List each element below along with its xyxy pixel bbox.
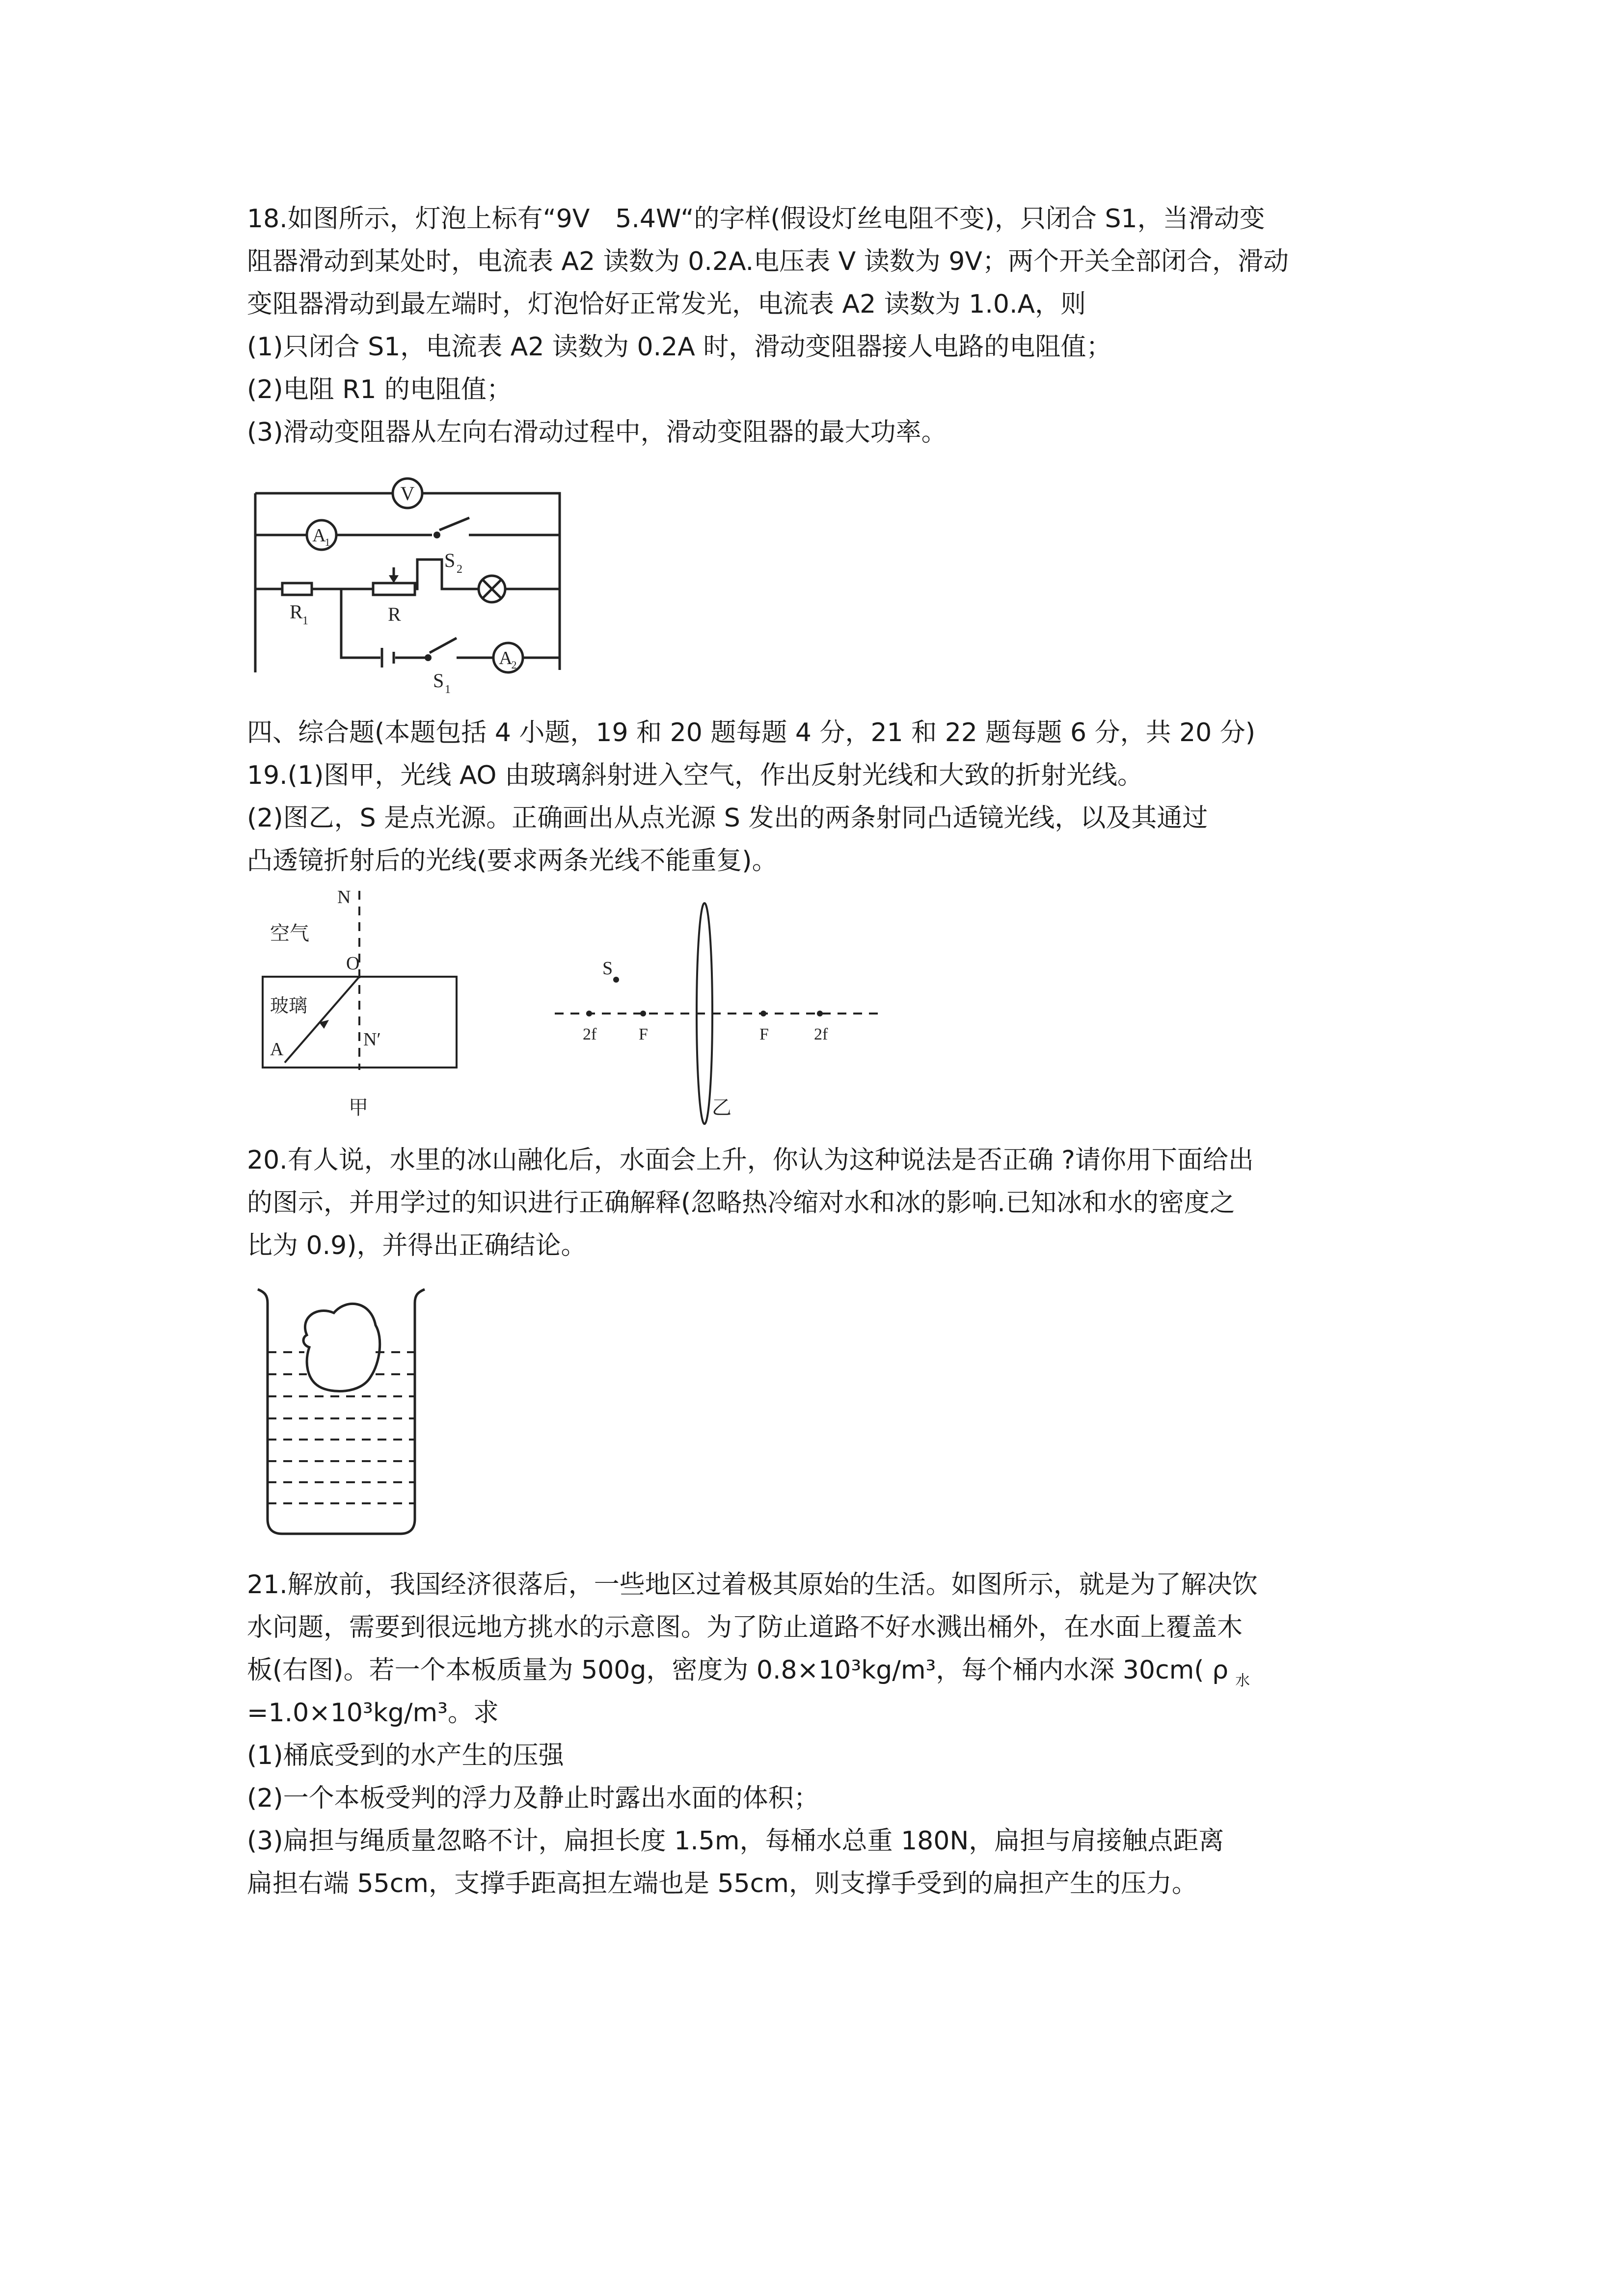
q21-line-3	[247, 1655, 1396, 1690]
ammeter-a1-sub: 1	[325, 536, 330, 548]
focal-2f-right-label: 2f	[814, 1025, 828, 1043]
normal-n-prime-label: N′	[363, 1029, 381, 1050]
q21-part-3-line-1: (3)扁担与绳质量忽略不计，扁担长度 1.5m，每桶水总重 180N，扁担与肩接触点距离	[247, 1826, 1224, 1856]
ammeter-a1-label: A	[312, 525, 326, 546]
beaker-outline	[258, 1289, 425, 1534]
switch-s2-label: S	[444, 549, 456, 571]
switch-s1-sub: 1	[445, 683, 451, 696]
figure-jia-refraction	[245, 883, 481, 1129]
q18-line-2: 阻器滑动到某处时，电流表 A2 读数为 0.2A.电压表 V 读数为 9V；两个开关全部闭合，滑动	[247, 247, 1289, 276]
normal-n-label: N	[337, 887, 351, 908]
q21-part-3-line-2: 扁担右端 55cm，支撑手距高担左端也是 55cm，则支撑手受到的扁担产生的压力。	[247, 1869, 1197, 1898]
incident-ray-ao	[285, 977, 359, 1063]
circuit-diagram	[245, 471, 579, 697]
q20-line-1: 20.有人说，水里的冰山融化后，水面会上升，你认为这种说法是否正确 ?请你用下面给出	[247, 1146, 1254, 1175]
ammeter-a2-sub: 2	[511, 659, 517, 671]
figure-yi-caption: 乙	[712, 1096, 731, 1119]
q18-part-1: (1)只闭合 S1，电流表 A2 读数为 0.2A 时，滑动变阻器接人电路的电阻值；	[247, 332, 1112, 362]
q20-line-3: 比为 0.9)，并得出正确结论。	[247, 1231, 587, 1260]
q21-line-4: =1.0×10³kg/m³。求	[247, 1698, 499, 1728]
q21-line-2: 水问题，需要到很远地方挑水的示意图。为了防止道路不好水溅出桶外，在水面上覆盖木	[247, 1613, 1243, 1642]
q20-line-2: 的图示，并用学过的知识进行正确解释(忽略热冷缩对水和冰的影响.已知冰和水的密度之	[247, 1188, 1235, 1218]
switch-s1-pivot	[425, 654, 432, 661]
q18-part-3: (3)滑动变阻器从左向右滑动过程中，滑动变阻器的最大功率。	[247, 418, 947, 447]
q21-part-2: (2)一个本板受判的浮力及静止时露出水面的体积；	[247, 1784, 819, 1813]
point-source-s-label: S	[602, 958, 613, 979]
resistor-r1-label: R	[290, 601, 303, 623]
rho-subscript-water: 水	[1235, 1672, 1250, 1689]
voltmeter-label: V	[400, 482, 415, 505]
q21-line-3-text: 板(右图)。若一个本板质量为 500g，密度为 0.8×10³kg/m³，每个桶内水深 30cm( ρ	[247, 1655, 1229, 1685]
focal-2f-left-point	[586, 1011, 592, 1016]
q21-line-1: 21.解放前，我国经济很落后，一些地区过着极其原始的生活。如图所示，就是为了解决饮	[247, 1570, 1258, 1600]
section-4-heading: 四、综合题(本题包括 4 小题，19 和 20 题每题 4 分，21 和 22 题每题 6 分，共 20 分)	[247, 718, 1256, 748]
air-label: 空气	[270, 922, 309, 945]
focal-f-left-point	[640, 1011, 646, 1016]
beaker-ice-diagram	[253, 1283, 439, 1539]
focal-2f-left-label: 2f	[583, 1025, 597, 1043]
figure-yi-lens	[547, 883, 891, 1129]
q18-line-3: 变阻器滑动到最左端时，灯泡恰好正常发光，电流表 A2 读数为 1.0.A，则	[247, 290, 1086, 319]
point-o-label: O	[346, 953, 360, 974]
focal-2f-right-point	[817, 1011, 823, 1016]
resistor-r1-sub: 1	[302, 614, 308, 627]
water-lines	[268, 1352, 415, 1503]
ammeter-a2-label: A	[499, 648, 513, 668]
q18-part-2: (2)电阻 R1 的电阻值；	[247, 375, 512, 404]
lamp-cross	[483, 580, 501, 598]
glass-label: 玻璃	[270, 995, 308, 1016]
q18-line-1: 18.如图所示，灯泡上标有“9V 5.4W“的字样(假设灯丝电阻不变)，只闭合 S1，当滑动变	[247, 204, 1265, 234]
q19-line-2: (2)图乙，S 是点光源。正确画出从点光源 S 发出的两条射同凸适镜光线，以及其通过	[247, 803, 1208, 833]
figure-jia-caption: 甲	[349, 1096, 368, 1119]
q19-line-1: 19.(1)图甲，光线 AO 由玻璃斜射进入空气，作出反射光线和大致的折射光线。	[247, 761, 1143, 790]
resistor-r1	[282, 583, 312, 595]
focal-f-right-label: F	[759, 1025, 769, 1043]
switch-s1-label: S	[433, 669, 444, 692]
focal-f-right-point	[760, 1011, 766, 1016]
point-a-label: A	[270, 1039, 284, 1060]
rheostat-label: R	[388, 603, 401, 625]
q21-part-1: (1)桶底受到的水产生的压强	[247, 1741, 564, 1770]
rheostat-r	[373, 583, 415, 595]
ice-chunk	[303, 1304, 380, 1391]
focal-f-left-label: F	[639, 1025, 648, 1043]
switch-s2-pivot	[433, 532, 440, 538]
q19-line-3: 凸透镜折射后的光线(要求两条光线不能重复)。	[247, 846, 778, 876]
switch-s2-sub: 2	[457, 563, 462, 576]
point-source-s	[613, 977, 619, 983]
